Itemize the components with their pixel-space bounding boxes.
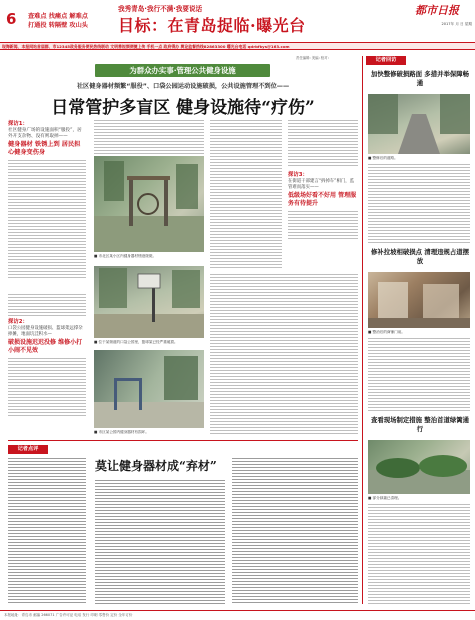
body-text	[368, 338, 470, 412]
column-divider	[362, 56, 363, 604]
storefront-illustration	[368, 272, 470, 328]
body-text	[368, 504, 470, 604]
section-title: 目标：在青岛捉临·曝光台	[118, 16, 306, 35]
observe-2-head: 破损设施迟迟没修 维修小打小闹不见效	[8, 339, 83, 354]
right-caption-2: ■ 整治后的商铺门前。	[368, 330, 405, 334]
footer-text: 本报地址：青岛市 邮编 266071 广告许可证 电话 发行 印刷 零售价 定价 全年订价	[4, 613, 133, 617]
commentary-headline: 莫让健身器材成“弃材”	[95, 459, 217, 473]
photo-park-equipment	[94, 350, 204, 428]
body-text	[368, 164, 470, 244]
story-headline: 日常管护多盲区 健身设施待“疗伤”	[51, 98, 315, 118]
right-photo-3	[368, 440, 470, 494]
hotline-bar	[0, 42, 475, 50]
road-illustration	[368, 94, 470, 154]
topic-banner	[95, 64, 270, 77]
body-text	[8, 358, 86, 418]
right-story-3-headline: 查看现场制定措施 整治首道绿篱通行	[370, 416, 470, 433]
photo-caption-2: ■ 位于某街道的口袋公园里，篮球架已经严重破损。	[94, 340, 178, 344]
body-text	[94, 120, 204, 154]
hedge-illustration	[368, 440, 470, 494]
motto: 我秀青岛·我行不满·我要说话	[118, 5, 203, 13]
park-illustration	[94, 350, 204, 428]
commentary-text	[8, 458, 86, 604]
observe-3-title: 在街道干部建言“拆掉车”相门，监管难而落实——	[288, 179, 355, 190]
right-caption-1: ■ 整修后的道路。	[368, 156, 398, 160]
col-left-2	[8, 294, 86, 434]
equipment-illustration	[94, 156, 204, 252]
photo-caption-1: ■ 市北区某小区内健身器材锈迹斑斑。	[94, 254, 157, 258]
topic-banner-text: 为群众办实事·管理公共健身设施	[129, 66, 236, 75]
col-observe-3	[288, 120, 358, 270]
right-photo-1	[368, 94, 470, 154]
observe-3-head: 低级场好看不好用 管理服务有待提升	[288, 192, 357, 207]
editors-line: 责任编辑: 美编: 校对:	[296, 56, 329, 60]
observe-1-head: 健身器材 铁锈上到 居民担心健身变伤身	[8, 141, 81, 157]
right-story-1-headline: 加快整修破损路面 多措并举保障畅通	[370, 70, 470, 87]
date-line: 2017年 月 日 星期	[441, 22, 472, 26]
right-story-2-headline: 修补拉坡相破损点 清理违规占道摆放	[370, 248, 470, 265]
commentary-label: 记者点评	[17, 446, 39, 452]
photo-caption-3: ■ 市区某公园内健身器材有损坏。	[94, 430, 149, 434]
right-caption-3: ■ 部分绿篱已清理。	[368, 496, 402, 500]
observe-2-label: 探访2：	[8, 319, 28, 325]
story-kicker: 社区健身器材频繁“服役”、口袋公园运动设施破损，公共设施管理不到位——	[76, 83, 290, 90]
right-column	[366, 56, 472, 608]
observe-2-title: 口袋公园健身设施破损、篮球架远撑杂掉摊，地面坑洼积水—	[8, 326, 83, 337]
body-text	[210, 120, 282, 270]
main-story	[0, 52, 360, 612]
right-photo-2	[368, 272, 470, 328]
footer	[0, 610, 475, 620]
col-left	[8, 120, 86, 290]
commentary-text	[95, 480, 225, 604]
body-text	[210, 274, 358, 436]
observe-3-label: 探访3：	[288, 172, 308, 178]
section-divider	[8, 440, 358, 441]
page-number: 6	[6, 10, 17, 28]
body-text	[8, 160, 86, 280]
body-text	[8, 294, 86, 316]
commentary-label-box	[8, 445, 48, 454]
photo-rusty-equipment	[94, 156, 204, 252]
observe-1-title: 社区健身广场的设施面积“服役”，居外开支杂物、没有则取掉——	[8, 128, 82, 140]
observe-1-label: 探访1：	[8, 121, 28, 127]
newspaper-logo: 都市日报	[415, 4, 459, 17]
body-text	[288, 211, 358, 241]
slogan-block	[28, 12, 106, 34]
masthead	[0, 0, 475, 42]
hotline-text: 现海新闻、本报网站首届群、市12345政务服务便民热线联动 文明善视频便捷上传 手机一点 政府得办 舆论监督热线82863300 曝光台电话 qdrbfkys@163.com	[2, 44, 290, 49]
body-text	[288, 120, 358, 168]
photo-pocket-park	[94, 266, 204, 338]
slogan-top: 查难点 找痛点 解难点	[28, 13, 88, 20]
commentary-text	[232, 458, 358, 604]
right-column-header-box	[366, 56, 406, 65]
slogan-bottom: 打通投 转隔壁 攻山头	[28, 22, 88, 29]
right-column-header: 记者回访	[375, 57, 397, 63]
basketball-hoop-illustration	[94, 266, 204, 338]
